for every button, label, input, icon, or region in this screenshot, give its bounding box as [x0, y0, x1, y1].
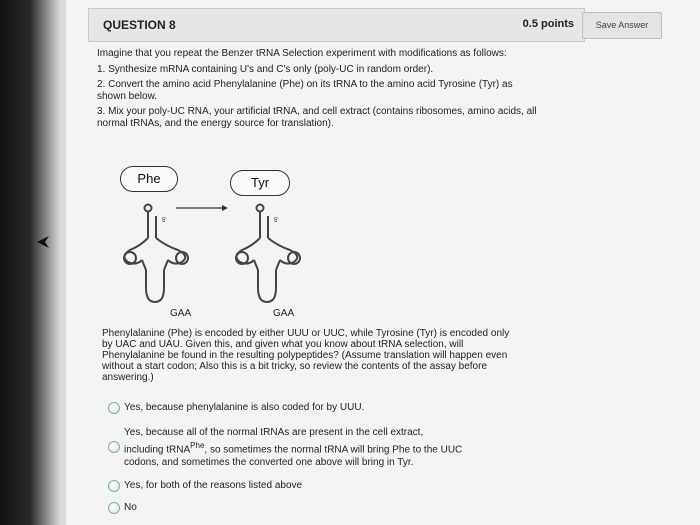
save-answer-button[interactable]: Save Answer: [582, 12, 662, 39]
question-body: [97, 48, 537, 133]
question-header: [88, 8, 585, 42]
trna-right: [236, 205, 300, 303]
choice-b-line1: Yes, because all of the normal tRNAs are present in the cell extract,: [124, 427, 424, 438]
trna-diagram: [110, 158, 350, 318]
step-2: 2. Convert the amino acid Phenylalanine (Phe) on its tRNA to the amino acid Tyrosine (Tyr) as shown below.: [97, 79, 513, 102]
tyr-label: Tyr: [230, 170, 290, 196]
choice-a-radio[interactable]: [108, 402, 120, 414]
choice-c-label[interactable]: Yes, for both of the reasons listed above: [124, 480, 303, 491]
five-prime-right: 5': [274, 218, 279, 224]
step-1: 1. Synthesize mRNA containing U's and C's only (poly-UC in random order).: [97, 63, 434, 75]
choice-b-radio[interactable]: [108, 441, 120, 453]
trna-structures: [110, 158, 350, 318]
choice-b-line3: codons, and sometimes the converted one above will bring in Tyr.: [124, 457, 414, 469]
anticodon-right: GAA: [273, 308, 295, 319]
choice-a-label[interactable]: Yes, because phenylalanine is also coded for by UUU.: [124, 402, 365, 413]
mouse-cursor-icon: [37, 236, 51, 248]
question-prompt: Phenylalanine (Phe) is encoded by either UUU or UUC, while Tyrosine (Tyr) is encoded only by UAC and UAU. Given this, and given what you know about tRNA selection, will Phenylalanine be found in the resulting polypeptides? (Assume translation will happen even without a start codon; Also this is a bit tricky, so review the contents of the assay before answering.): [102, 328, 510, 383]
choice-d-radio[interactable]: [108, 502, 120, 514]
question-intro: Imagine that you repeat the Benzer tRNA Selection experiment with modifications as follows:: [97, 48, 507, 59]
five-prime-left: 5': [162, 218, 167, 224]
question-points: 0.5 points: [522, 18, 574, 30]
question-title: QUESTION 8: [103, 18, 176, 32]
anticodon-left: GAA: [170, 308, 192, 319]
choice-c-radio[interactable]: [108, 480, 120, 492]
trna-left: [124, 205, 188, 303]
phe-label: Phe: [120, 166, 178, 192]
choice-b-line2: including tRNA$^{Phe}$, so sometimes the normal tRNA will bring Phe to the UUC: [124, 441, 463, 456]
choice-b-label[interactable]: [124, 426, 504, 469]
step-3: 3. Mix your poly-UC RNA, your artificial tRNA, and cell extract (contains ribosomes, amino acids, all normal tRNAs, and the energy source for translation).: [97, 106, 537, 129]
conversion-arrow-head: [222, 205, 228, 211]
choice-d-label[interactable]: No: [124, 502, 137, 513]
